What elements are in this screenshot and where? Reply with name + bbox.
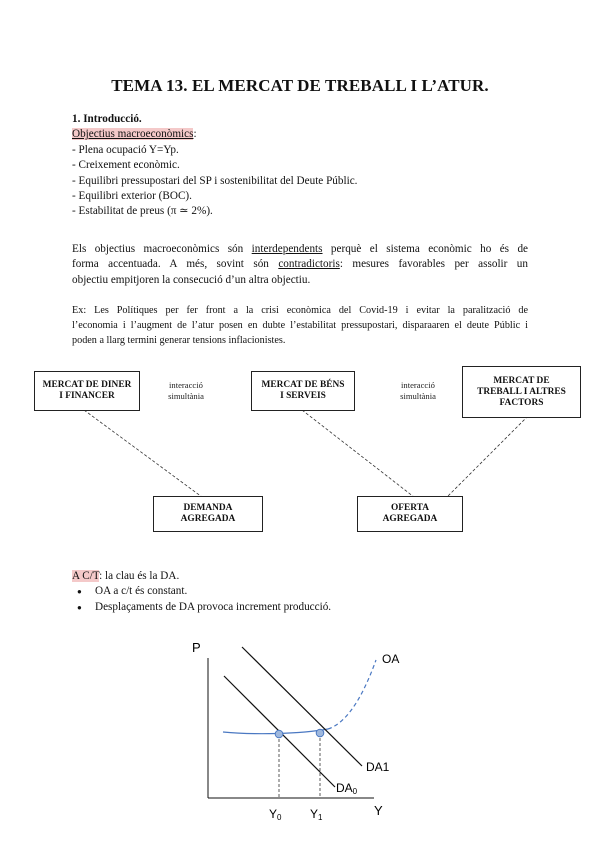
objective-item: - Plena ocupació Y=Yp. [72,143,179,156]
box-labour-market [462,366,581,418]
x-tick-y1: Y1 [310,807,323,822]
box-aggregate-demand [153,496,263,532]
paragraph-line: objectiu empitjoren la consecució d’un altra objectiu. [72,273,311,286]
da1-label: DA1 [366,760,390,774]
short-term-section [72,569,528,615]
da1-line [242,647,362,766]
list-item: ● OA a c/t és constant. [72,584,528,599]
underlined-term: contradictoris [278,258,340,271]
paragraph-line: poden a llarg termini generar tensions inflacionistes. [72,335,286,346]
y-axis-label: P [192,640,201,655]
ad-as-chart [170,630,440,830]
box-label: DEMANDA [183,503,233,513]
box-label: MERCAT DE DINER [42,380,132,390]
objectives-colon: : [193,128,197,141]
short-term-label: A C/T [72,570,100,582]
box-label: AGREGADA [382,514,438,524]
box-goods-market [251,371,355,411]
objective-item: - Equilibri pressupostari del SP i sostenibilitat del Deute Públic. [72,174,358,187]
text-run: perquè el sistema econòmic ho és de [322,243,529,255]
page-title: TEMA 13. EL MERCAT DE TREBALL I L’ATUR. [111,76,489,95]
box-label: TREBALL I ALTRES [477,386,566,397]
box-label: MERCAT DE [493,375,550,386]
list-item: ● Desplaçaments de DA provoca increment producció. [72,600,528,615]
equilibrium-point-y1 [316,729,324,737]
text-run: : mesures favorables per assolir un [339,258,528,271]
objectives-label: Objectius macroeconòmics [72,128,194,141]
x-tick-y0: Y0 [269,807,282,822]
intro-heading: 1. Introducció. [72,113,142,125]
underlined-term: interdependents [251,243,323,255]
box-label: OFERTA [390,503,430,513]
short-term-heading [72,569,528,584]
box-label: MERCAT DE BÉNS [261,380,345,390]
box-label: AGREGADA [180,514,236,524]
interaction-label-1 [146,380,226,401]
da0-label: DA0 [336,781,358,796]
objective-item: - Equilibri exterior (BOC). [72,190,192,203]
paragraph-line: Ex: Les Polítiques per fer front a la crisi econòmica del Covid-19 i evitar la paralització de [72,305,528,316]
text-run: Els objectius macroeconòmics són [72,243,252,255]
box-label: I FINANCER [59,391,115,401]
equilibrium-point-y0 [275,730,283,738]
box-money-market [34,371,140,411]
text-run: forma accentuada. A més, sovint són [72,258,279,271]
short-term-bullets [72,584,528,615]
connector-money-to-demand [84,410,202,497]
objective-item: - Estabilitat de preus (π ≃ 2%). [72,205,213,218]
connector-labour-to-supply [447,416,528,497]
interaction-text: simultània [400,390,436,401]
box-aggregate-supply [357,496,463,532]
box-label: FACTORS [499,397,544,408]
interaction-text: simultània [168,390,204,401]
short-term-text: : la clau és la DA. [99,570,180,582]
interaction-text: interacció [401,380,435,390]
box-label: I SERVEIS [280,391,326,401]
oa-curve-rising [328,660,376,729]
interaction-label-2 [378,380,458,401]
x-axis-label: Y [374,803,383,818]
interaction-text: interacció [169,380,203,390]
objective-item: - Creixement econòmic. [72,159,180,172]
oa-label: OA [382,652,400,666]
paragraph-line: l’economia i l’augment de l’atur posen en dubte l’estabilitat pressupostari, disparaaren el deute Públic i [72,320,528,331]
connector-goods-to-supply [302,410,414,497]
